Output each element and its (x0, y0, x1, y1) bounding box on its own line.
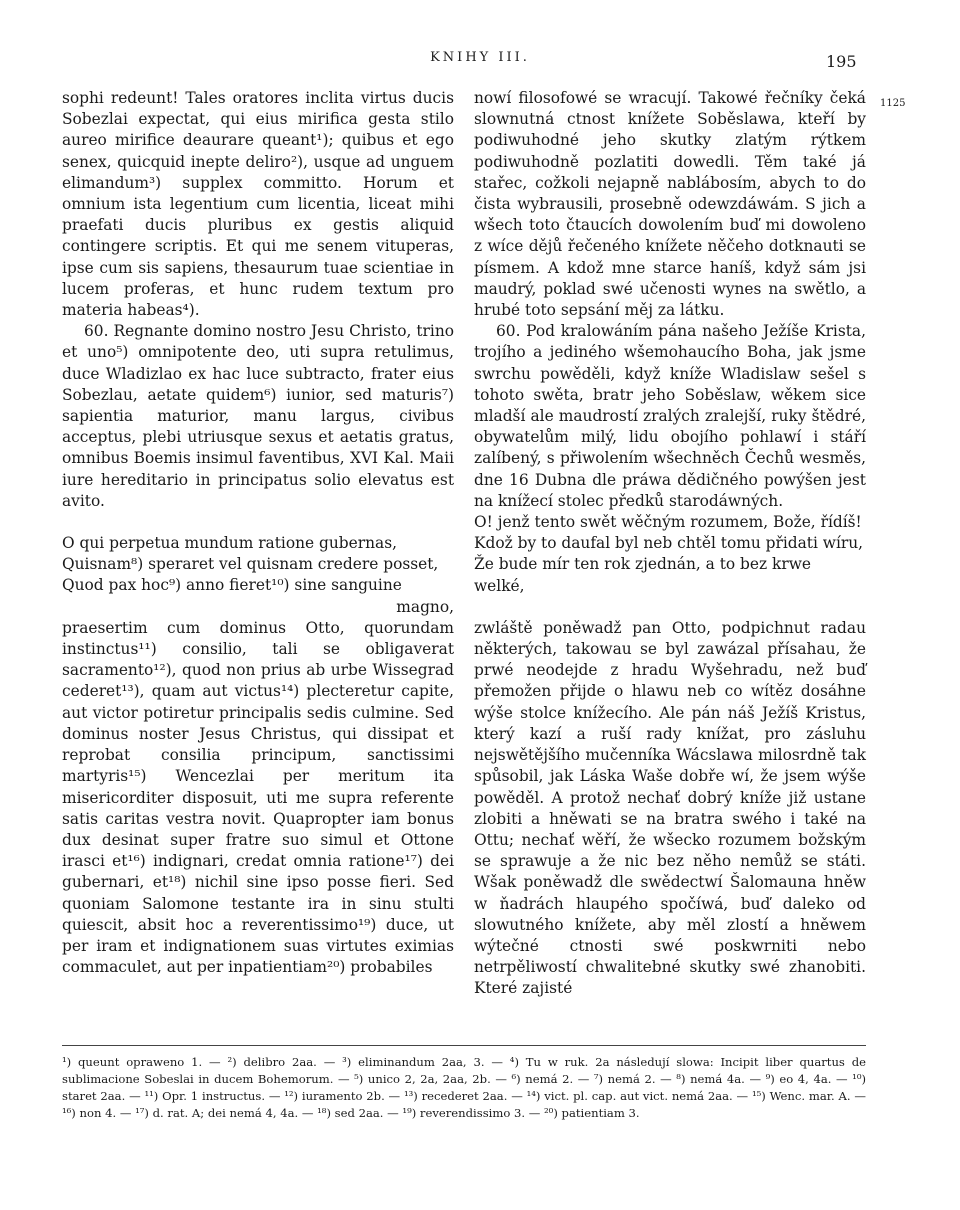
czech-verse-line-1: O! jenž tento swět wěčným rozumem, Bože, řídíš! (474, 513, 862, 532)
czech-verse-line-2: Kdož by to daufal byl neb chtěl tomu přidati wíru, (474, 534, 864, 553)
latin-verse-line-2: Quisnam⁸) speraret vel quisnam credere posset, (62, 555, 439, 574)
running-head: KNIHY III. (430, 50, 530, 65)
latin-column (62, 88, 454, 978)
latin-verse (62, 533, 454, 618)
page-number: 195 (826, 52, 857, 71)
czech-column (474, 88, 866, 1000)
latin-verse-line-1: O qui perpetua mundum ratione gubernas, (62, 534, 397, 553)
latin-paragraph-1: sophi redeunt! Tales oratores inclita virtus ducis Sobezlai expectat, qui eius mirifica gesta stilo aureo mirifice deaurare queant¹); quibus et ego senex, quicquid inepte deliro²), usque ad unguem elimandum³) supplex committo. Horum et omnium ista legentium cum licentia, liceat mihi praefati ducis pluribus ex gestis aliquid contingere scriptis. Et qui me senem vituperas, ipse cum sis sapiens, thesaurum tuae scientiae in lucem proferas, et hunc rudem textum pro materia habeas⁴). (62, 89, 454, 320)
latin-verse-line-3-cont: magno, (396, 597, 454, 616)
spacer (474, 597, 866, 618)
czech-verse (474, 512, 866, 597)
latin-verse-line-3: Quod pax hoc⁹) anno fieret¹⁰) sine sanguine (62, 576, 402, 595)
czech-verse-line-3: Že bude mír ten rok zjednán, a to bez krwe welké, (474, 555, 811, 595)
czech-paragraph-3: zwláště poněwadž pan Otto, podpichnut radau některých, takowau se byl zawázal přísahau, že prwé neodejde z hradu Wyšehradu, než buď přemožen přijde o hlawu neb co wítěz dosáhne wýše stolce knížecího. Ale pán náš Ježíš Kristus, který kazí a ruší rady knížat, pro zásluhu nejswětějšího mučenníka Wácslawa milosrdně tak spůsobil, jak Láska Waše dobře wí, že jsem wýše powěděl. A protož nechať dobrý kníže již ustane zlobiti a hněwati se na bratra swého i také na Ottu; nechať wěří, že wšecko rozumem božským se sprawuje a že nic bez něho nemůž se státi. Wšak poněwadž dle swědectwí Šalomauna hněw w ňadrách hlaupého spočíwá, buď daleko od slowutného knížete, aby měl zlostí a hněwem wýtečné ctnosti swé poskwrniti nebo netrpěliwostí chwalitebné skutky swé zhanobiti. Které zajisté (474, 618, 866, 998)
margin-year: 1125 (880, 98, 906, 109)
czech-paragraph-2: 60. Pod kralowáním pána našeho Ježíše Krista, trojího a jediného wšemohaucího Boha, jak jsme swrchu powěděli, když kníže Wladislaw sešel s tohoto swěta, bratr jeho Soběslaw, wěkem sice mladší ale maudrostí zralých zralejší, ruky štědré, obywatelům milý, lidu obojího pohlawí i stáří zalíbený, s přiwolením wšechněch Čechů wesměs, dne 16 Dubna dle práwa dědičného powýšen jest na knížecí stolec předků starodáwných. (474, 322, 866, 510)
footnotes: ¹) queunt oprawenо 1. — ²) delibro 2aa. — ³) eliminandum 2aa, 3. — ⁴) Tu w ruk. 2a následují slowa: Incipit liber quartus de sublimacione Sobeslai in ducem Bohemorum. — ⁵) unico 2, 2a, 2aa, 2b. — ⁶) nemá 2. — ⁷) nemá 2. — ⁸) nemá 4a. — ⁹) eo 4, 4a. — ¹⁰) staret 2aa. — ¹¹) Opr. 1 instructus. — ¹²) iuramento 2b. — ¹³) recederet 2aa. — ¹⁴) vict. pl. cap. aut vict. nemá 2aa. — ¹⁵) Wenc. mar. A. — ¹⁶) non 4. — ¹⁷) d. rat. A; dei nemá 4, 4a. — ¹⁸) sed 2aa. — ¹⁹) reverendissimo 3. — ²⁰) patientiam 3. (62, 1055, 866, 1120)
czech-paragraph-1: nowí filosofowé se wracují. Takowé řečníky čeká slownutná ctnost knížete Soběslawa, kteří by podiwuhodné jeho skutky zlatým rýtkem podiwuhodně pozlatiti dowedli. Těm také já stařec, cožkoli nejapně nablábosím, abych to do čista wybrausili, prosebně odewzdáwám. S jich a wšech toto čtaucích dowolením buď mi dowoleno z wíce dějů řečeného knížete něčeho dotknauti se písmem. A kdož mne starce haníš, když sám jsi maudrý, poklad swé učenosti wynes na swětlo, a hrubé toto sepsání měj za látku. (474, 89, 866, 320)
latin-paragraph-3: praesertim cum dominus Otto, quorundam instinctus¹¹) consilio, tali se obligaverat sacramento¹²), quod non prius ab urbe Wissegrad cederet¹³), quam aut victus¹⁴) plecteretur capite, aut victor potiretur principalis sedis culmine. Sed dominus noster Jesus Christus, qui dissipat et reprobat consilia principum, sanctissimi martyris¹⁵) Wencezlai per meritum ita misericorditer disposuit, uti me supra referente satis caritas vestra novit. Quapropter iam bonus dux desinat super fratre suo simul et Ottone irasci et¹⁶) indignari, credat omnia ratione¹⁷) dei gubernari, et¹⁸) nichil sine ipso posse fieri. Sed quoniam Salomone testante ira in sinu stulti quiescit, absit hoc a reverentissimo¹⁹) duce, ut per iram et indignationem suas virtutes eximias commaculet, aut per inpatientiam²⁰) probabiles (62, 618, 454, 977)
spacer (62, 512, 454, 533)
latin-paragraph-2: 60. Regnante domino nostro Jesu Christo, trino et uno⁵) omnipotente deo, uti supra retulimus, duce Wladizlao ex hac luce subtracto, frater eius Sobezlau, aetate quidem⁶) iunior, sed maturis⁷) sapientia maturior, manu largus, civibus acceptus, plebi utriusque sexus et aetatis gratus, omnibus Boemis insimul faventibus, XVI Kal. Maii iure hereditario in principatus solio elevatus est avito. (62, 322, 454, 510)
footnote-rule (62, 1045, 866, 1046)
